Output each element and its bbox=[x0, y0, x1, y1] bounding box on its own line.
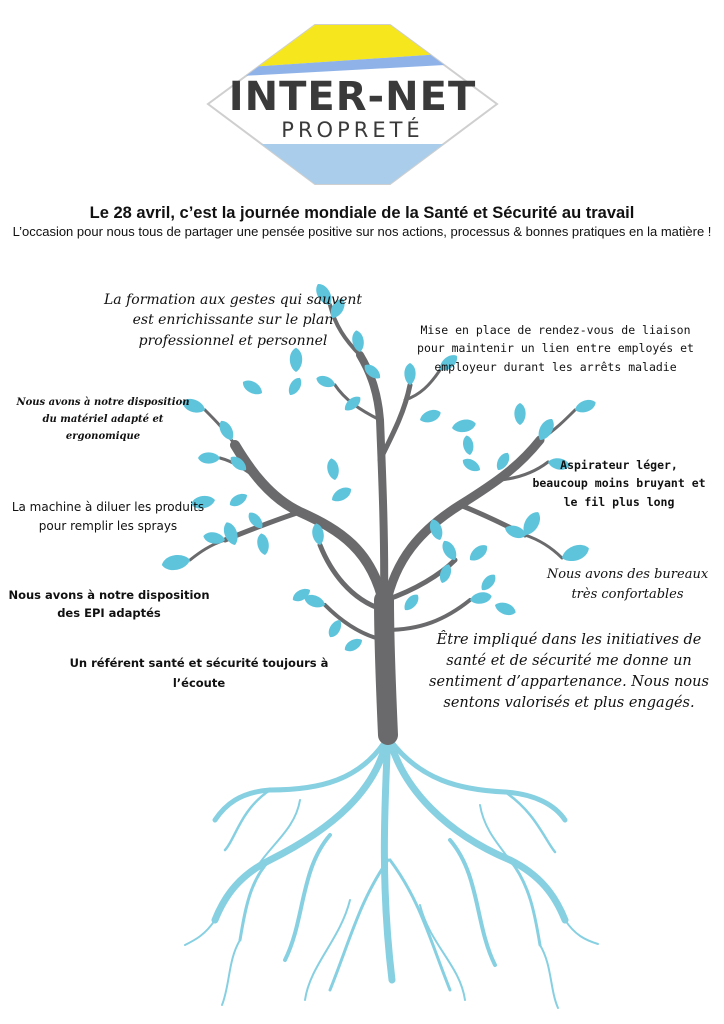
quote-formation: La formation aux gestes qui sauvent est enrichissante sur le plan professionnel et personnel bbox=[104, 292, 362, 349]
quote-materiel: Nous avons à notre disposition du matériel adapté et ergonomique bbox=[16, 397, 190, 442]
quote-bureaux: Nous avons des bureaux très confortables bbox=[546, 567, 709, 602]
quote-aspirateur: Aspirateur léger, beaucoup moins bruyant et le fil plus long bbox=[532, 458, 706, 509]
quote-referent: Un référent santé et sécurité toujours à l’écoute bbox=[69, 656, 329, 690]
quote-rendez-vous: Mise en place de rendez-vous de liaison pour maintenir un lien entre employés et employeur durant les arrêts maladie bbox=[417, 323, 694, 374]
logo-subtitle: PROPRETÉ bbox=[281, 118, 424, 142]
quote-machine: La machine à diluer les produits pour remplir les sprays bbox=[11, 500, 205, 533]
quote-implique: Être impliqué dans les initiatives de santé et de sécurité me donne un sentiment d’appartenance. Nous nous sentons valorisés et plus engagés. bbox=[429, 632, 709, 712]
company-logo bbox=[205, 22, 500, 187]
page-subline: L’occasion pour nous tous de partager une pensée positive sur nos actions, processus & bonnes pratiques en la matière ! bbox=[12, 224, 712, 239]
page-headline: Le 28 avril, c’est la journée mondiale de la Santé et Sécurité au travail bbox=[89, 204, 635, 222]
quote-epi: Nous avons à notre disposition des EPI adaptés bbox=[8, 588, 210, 621]
logo-title: INTER-NET bbox=[228, 74, 477, 120]
